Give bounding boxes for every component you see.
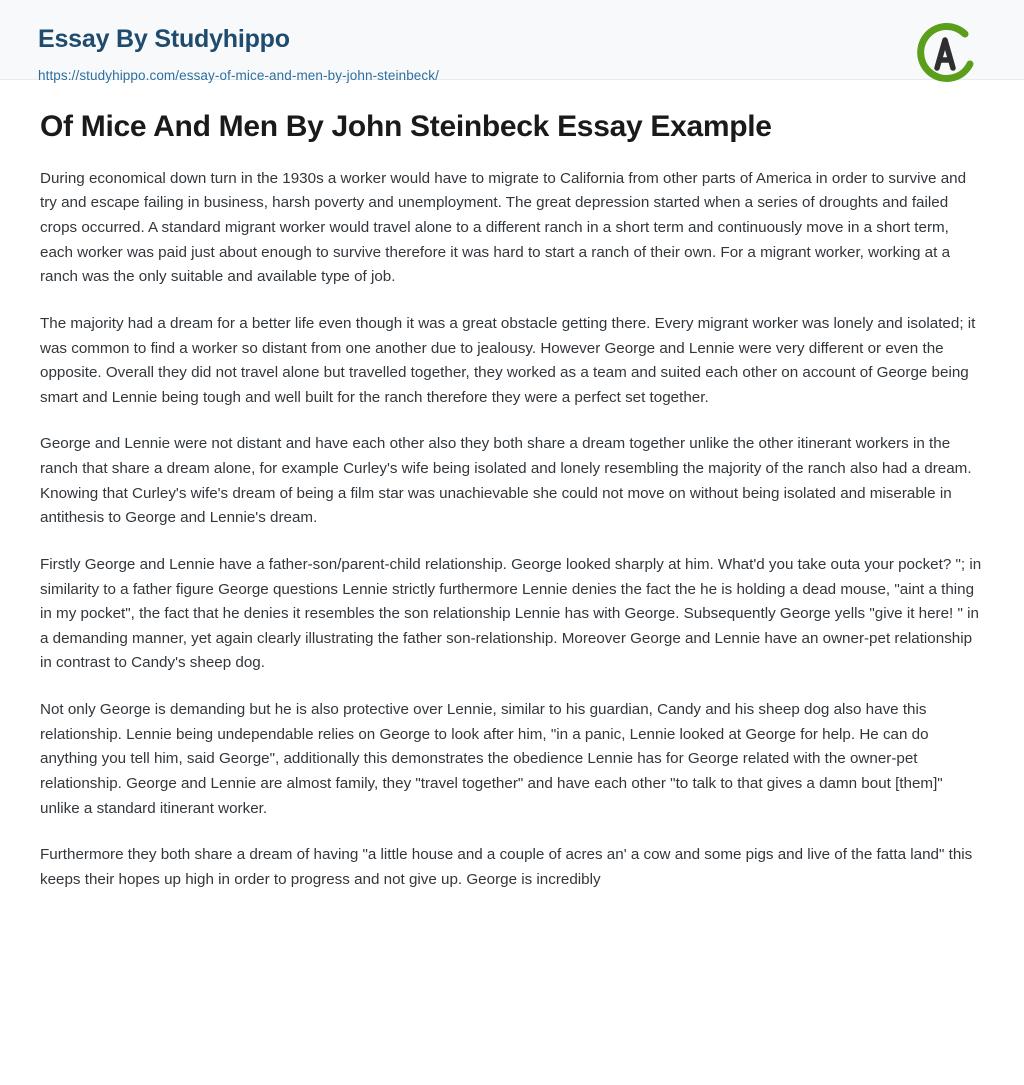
article-paragraph: Not only George is demanding but he is also protective over Lennie, similar to his guardian, Candy and his sheep dog also have this relationship. Lennie being undependable relies on George to look after him, "in a panic, Lennie looked at George for help. He can do anything you tell him, said George", additionally this demonstrates the obedience Lennie has for George related with the owner-pet relationship. George and Lennie are almost family, they "travel together" and have each other "to talk to that gives a damn bout [them]" unlike a standard itinerant worker. [40, 701, 943, 817]
article-paragraph: During economical down turn in the 1930s a worker would have to migrate to California from other parts of America in order to survive and try and escape failing in business, harsh poverty and unemployment. The great depression started when a series of droughts and failed crops occurred. A standard migrant worker would travel alone to a different ranch in a short term and continuously move in a short term, each worker was paid just about enough to survive therefore it was hard to start a ranch of their own. For a migrant worker, working at a ranch was the only suitable and available type of job. [40, 169, 967, 286]
circular-a-logo-icon [908, 18, 980, 90]
brand-title: Essay By Studyhippo [38, 25, 290, 53]
article-paragraph: The majority had a dream for a better life even though it was a great obstacle getting there. Every migrant worker was lonely and isolated; it was common to find a worker so distant from one another due to jealousy. However George and Lennie were very different or even the opposite. Overall they did not travel alone but travelled together, they worked as a team and suited each other on account of George being smart and Lennie being tough and well built for the ranch therefore they were a perfect set together. [40, 314, 976, 406]
article-paragraph: Firstly George and Lennie have a father-son/parent-child relationship. George looked sharply at him. What'd you take outa your pocket? "; in similarity to a father figure George questions Lennie strictly furthermore Lennie denies the fact the he is holding a dead mouse, "aint a thing in my pocket", the fact that he denies it resembles the son relationship Lennie has with George. Subsequently George yells "give it here! " in a demanding manner, yet again clearly illustrating the father son-relationship. Moreover George and Lennie have an owner-pet relationship in contrast to Candy's sheep dog. [40, 555, 982, 672]
site-header [0, 0, 1024, 83]
site-url[interactable]: https://studyhippo.com/essay-of-mice-and-men-by-john-steinbeck/ [38, 67, 439, 83]
article-body [0, 80, 1024, 934]
page-title: Of Mice And Men By John Steinbeck Essay Example [40, 110, 772, 143]
article-paragraph: Furthermore they both share a dream of having "a little house and a couple of acres an' a cow and some pigs and live of the fatta land" this keeps their hopes up high in order to progress and not give up. George is incredibly [40, 846, 973, 888]
article-paragraph: George and Lennie were not distant and have each other also they both share a dream together unlike the other itinerant workers in the ranch that share a dream alone, for example Curley's wife being isolated and lonely resembling the majority of the ranch also had a dream. Knowing that Curley's wife's dream of being a film star was unachievable she could not move on without being isolated and miserable in antithesis to George and Lennie's dream. [40, 435, 972, 527]
